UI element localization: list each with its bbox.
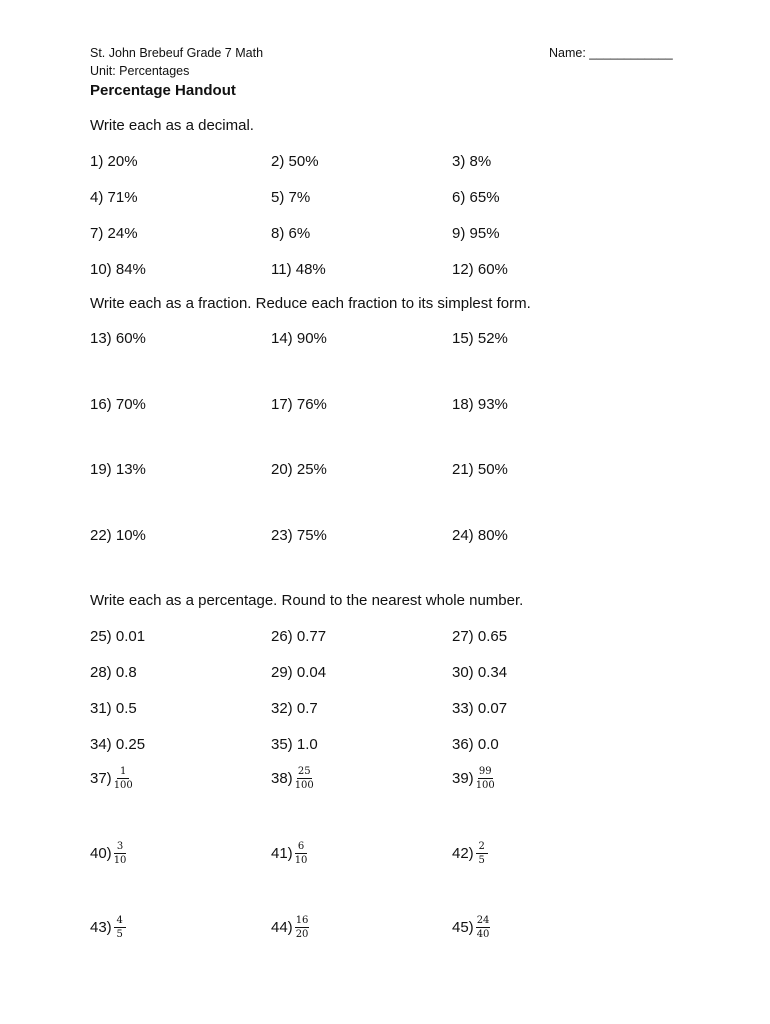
fraction bbox=[295, 915, 310, 940]
fraction-denominator: 10 bbox=[113, 855, 127, 866]
question-item: 25) 0.01 bbox=[90, 628, 146, 645]
question-item: 3) 8% bbox=[452, 153, 492, 170]
fraction-denominator: 100 bbox=[294, 780, 314, 791]
question-item: 1) 20% bbox=[90, 153, 138, 170]
fraction-question-item bbox=[90, 915, 126, 940]
question-item: 34) 0.25 bbox=[90, 736, 146, 753]
question-item: 12) 60% bbox=[452, 261, 508, 278]
fraction-question-item bbox=[452, 915, 490, 940]
fraction-denominator: 100 bbox=[113, 780, 133, 791]
question-item: 31) 0.5 bbox=[90, 700, 137, 717]
question-item: 27) 0.65 bbox=[452, 628, 508, 645]
question-item: 17) 76% bbox=[271, 396, 327, 413]
fraction-numerator: 2 bbox=[476, 841, 488, 854]
fraction bbox=[476, 766, 495, 791]
fraction-question-item bbox=[271, 841, 307, 866]
fraction bbox=[114, 766, 133, 791]
question-item: 18) 93% bbox=[452, 396, 508, 413]
fraction-question-item bbox=[271, 915, 309, 940]
fraction-numerator: 25 bbox=[297, 766, 311, 777]
fraction-denominator: 5 bbox=[478, 855, 485, 866]
question-item: 4) 71% bbox=[90, 189, 138, 206]
fraction-denominator: 100 bbox=[475, 780, 495, 791]
question-number: 44) bbox=[271, 919, 293, 936]
question-number: 38) bbox=[271, 770, 293, 787]
name-field-label: Name: ____________ bbox=[549, 46, 673, 60]
fraction-numerator: 99 bbox=[478, 766, 492, 777]
question-number: 45) bbox=[452, 919, 474, 936]
fraction-numerator: 3 bbox=[114, 841, 126, 854]
fraction-denominator: 5 bbox=[116, 929, 123, 940]
question-number: 43) bbox=[90, 919, 112, 936]
question-item: 20) 25% bbox=[271, 461, 327, 478]
fraction-instruction: Write each as a fraction. Reduce each fraction to its simplest form. bbox=[90, 295, 531, 312]
fraction-denominator: 10 bbox=[294, 855, 308, 866]
question-item: 29) 0.04 bbox=[271, 664, 327, 681]
fraction-question-item bbox=[90, 841, 126, 866]
school-course-label: St. John Brebeuf Grade 7 Math bbox=[90, 46, 264, 60]
question-item: 21) 50% bbox=[452, 461, 508, 478]
question-item: 5) 7% bbox=[271, 189, 311, 206]
fraction-numerator: 16 bbox=[295, 915, 309, 926]
question-item: 35) 1.0 bbox=[271, 736, 318, 753]
question-item: 15) 52% bbox=[452, 330, 508, 347]
question-item: 22) 10% bbox=[90, 527, 146, 544]
question-number: 42) bbox=[452, 845, 474, 862]
question-number: 39) bbox=[452, 770, 474, 787]
percentage-instruction: Write each as a percentage. Round to the nearest whole number. bbox=[90, 592, 524, 609]
fraction-numerator: 6 bbox=[295, 841, 307, 854]
fraction-numerator: 1 bbox=[117, 766, 129, 779]
question-item: 23) 75% bbox=[271, 527, 327, 544]
question-number: 40) bbox=[90, 845, 112, 862]
fraction bbox=[476, 841, 488, 866]
fraction bbox=[295, 766, 314, 791]
question-item: 30) 0.34 bbox=[452, 664, 508, 681]
fraction bbox=[114, 841, 127, 866]
question-item: 19) 13% bbox=[90, 461, 146, 478]
question-item: 9) 95% bbox=[452, 225, 500, 242]
question-item: 13) 60% bbox=[90, 330, 146, 347]
question-item: 24) 80% bbox=[452, 527, 508, 544]
fraction bbox=[114, 915, 126, 940]
question-item: 7) 24% bbox=[90, 225, 138, 242]
question-item: 11) 48% bbox=[271, 261, 326, 278]
fraction-question-item bbox=[452, 841, 488, 866]
question-item: 2) 50% bbox=[271, 153, 319, 170]
question-number: 41) bbox=[271, 845, 293, 862]
question-item: 6) 65% bbox=[452, 189, 500, 206]
question-item: 33) 0.07 bbox=[452, 700, 508, 717]
fraction-question-item bbox=[271, 766, 314, 791]
question-item: 10) 84% bbox=[90, 261, 146, 278]
question-item: 8) 6% bbox=[271, 225, 311, 242]
fraction-denominator: 40 bbox=[476, 929, 490, 940]
question-item: 36) 0.0 bbox=[452, 736, 499, 753]
fraction-question-item bbox=[90, 766, 133, 791]
question-item: 26) 0.77 bbox=[271, 628, 327, 645]
fraction-denominator: 20 bbox=[295, 929, 309, 940]
fraction-question-item bbox=[452, 766, 495, 791]
fraction bbox=[476, 915, 491, 940]
unit-label: Unit: Percentages bbox=[90, 64, 190, 78]
fraction-numerator: 24 bbox=[476, 915, 490, 926]
decimal-instruction: Write each as a decimal. bbox=[90, 117, 254, 134]
question-item: 32) 0.7 bbox=[271, 700, 318, 717]
question-number: 37) bbox=[90, 770, 112, 787]
fraction-numerator: 4 bbox=[114, 915, 126, 928]
question-item: 28) 0.8 bbox=[90, 664, 137, 681]
question-item: 14) 90% bbox=[271, 330, 327, 347]
page-title: Percentage Handout bbox=[90, 82, 236, 99]
question-item: 16) 70% bbox=[90, 396, 146, 413]
fraction bbox=[295, 841, 308, 866]
